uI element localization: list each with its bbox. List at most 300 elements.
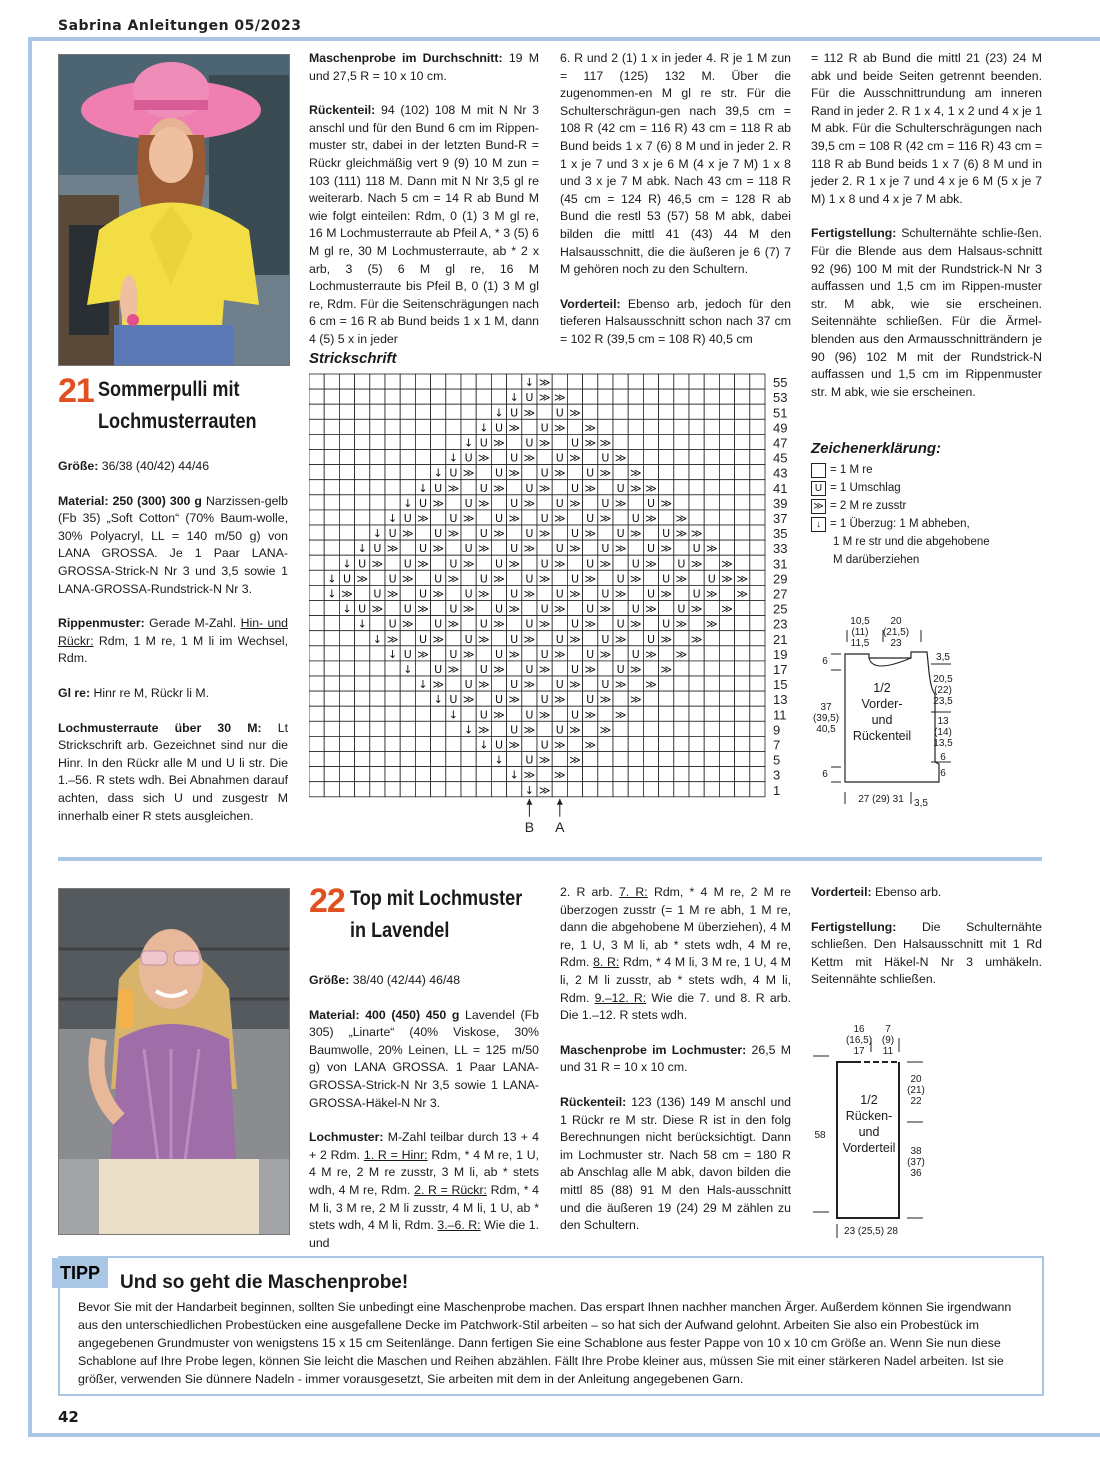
chart-symbol: ≫: [599, 466, 612, 480]
chart-symbol: ≫: [599, 557, 612, 571]
chart-cell: [370, 434, 385, 449]
chart-symbol: ≫: [690, 527, 703, 541]
chart-cell: [309, 661, 324, 676]
chart-cell: [674, 389, 689, 404]
chart-symbol: U: [555, 587, 564, 601]
chart-cell: [659, 419, 674, 434]
chart-cell: [461, 404, 476, 419]
chart-cell: [537, 585, 552, 600]
chart-cell: [355, 661, 370, 676]
chart-cell: [461, 782, 476, 797]
chart-cell: [339, 661, 354, 676]
chart-symbol: U: [464, 496, 473, 510]
chart-cell: [339, 480, 354, 495]
chart-cell: [415, 389, 430, 404]
chart-symbol: U: [358, 557, 367, 571]
p22-col3-u3: 9.–12. R:: [594, 990, 647, 1005]
chart-symbol: U: [449, 512, 458, 525]
chart-symbol: U: [510, 632, 519, 646]
chart-cell: [461, 525, 476, 540]
chart-cell: [613, 646, 628, 661]
chart-cell: [583, 585, 598, 600]
chart-cell: [704, 374, 719, 389]
chart-cell: [750, 736, 765, 751]
chart-symbol: U: [449, 602, 458, 616]
chart-cell: [446, 495, 461, 510]
fertig-label: Fertigstellung:: [811, 226, 897, 241]
chart-cell: [385, 706, 400, 721]
chart-cell: [750, 661, 765, 676]
chart-cell: [522, 465, 537, 480]
chart-symbol: U: [631, 557, 640, 571]
chart-symbol: ≫: [447, 527, 460, 541]
vorder-text: Ebenso arb, jedoch für den tieferen Halsausschnitt schon nach 37 cm = 102 R (39,5 cm = 108 R) 40,5 cm: [560, 296, 791, 346]
chart-cell: [461, 752, 476, 767]
ruecken-text: 94 (102) 108 M mit N Nr 3 anschl und für den Bund 6 cm im Rippen-muster str, dabei in der letzten Bund-R = Rückr gleichmäßig vert 9 (9) 10 M zun = 103 (111) 118 M. Dann mit N Nr 3,5 gl re weiterarb. Nach 5 cm = 14 R ab Bund M wie folgt einteilen: Rdm, 0 (1) 3 M gl re, 16 M Lochmusterraute ab Pfeil A, * 3 (5) 6 M gl re, 30 M Lochmusterraute, ab * 2 x arb, 3 (5) 6 M gl re, 16 M Lochmusterraute bis Pfeil B, 0 (1) 3 M gl re, Rdm. Für die Seitenschrägungen nach 6 cm = 16 R ab Bund beids 1 x 1 M, dann 4 (5) 5 x in jeder: [309, 103, 539, 346]
chart-symbol: ≫: [614, 632, 627, 646]
chart-cell: [507, 570, 522, 585]
chart-cell: [567, 767, 582, 782]
lochraute-label: Lochmusterraute über 30 M:: [58, 720, 262, 735]
chart-symbol: ≫: [645, 678, 657, 692]
chart-symbol: U: [646, 496, 656, 510]
p22-col3-u2: 8. R:: [593, 955, 620, 970]
chart-cell: [598, 525, 613, 540]
chart-cell: [643, 706, 658, 721]
chart-symbol: U: [677, 602, 686, 616]
chart-symbol: ≫: [614, 678, 627, 692]
chart-cell: [750, 495, 765, 510]
chart-cell: [385, 661, 400, 676]
chart-cell: [750, 646, 765, 661]
chart-symbol: ≫: [690, 557, 703, 571]
chart-symbol: U: [525, 708, 534, 722]
chart-cell: [309, 706, 324, 721]
chart-symbol: U: [631, 512, 640, 525]
chart-symbol: ↓: [463, 436, 474, 450]
chart-cell: [613, 465, 628, 480]
chart-row-label: 15: [773, 677, 788, 693]
chart-cell: [598, 480, 613, 495]
chart-cell: [735, 510, 750, 525]
chart-cell: [507, 525, 522, 540]
chart-cell: [339, 389, 354, 404]
chart-cell: [598, 374, 613, 389]
chart-symbol: ≫: [630, 481, 642, 495]
pattern22-col3: [560, 884, 791, 1252]
chart-symbol: ≫: [614, 496, 627, 510]
chart-cell: [674, 721, 689, 736]
chart-symbol: U: [525, 527, 534, 541]
chart-cell: [385, 374, 400, 389]
chart-symbol: ≫: [554, 602, 566, 616]
chart-symbol: ≫: [523, 542, 536, 556]
chart-symbol: U: [510, 723, 519, 737]
chart-symbol: ≫: [645, 481, 657, 495]
chart-cell: [689, 404, 704, 419]
chart-symbol: U: [570, 708, 580, 722]
chart-cell: [355, 510, 370, 525]
chart-cell: [415, 752, 430, 767]
chart-row-label: 23: [773, 616, 788, 632]
chart-cell: [400, 676, 415, 691]
dim-right4: 6: [940, 752, 946, 763]
chart-cell: [704, 419, 719, 434]
schema22-label-c: und: [858, 1125, 880, 1139]
chart-cell: [339, 495, 354, 510]
chart-row-label: 9: [773, 722, 781, 738]
knitting-chart: [309, 373, 799, 833]
chart-cell: [689, 419, 704, 434]
chart-cell: [522, 736, 537, 751]
chart-cell: [309, 419, 324, 434]
chart-cell: [659, 752, 674, 767]
chart-symbol: U: [403, 602, 412, 616]
chart-cell: [735, 450, 750, 465]
chart-cell: [613, 601, 628, 616]
chart-cell: [598, 419, 613, 434]
chart-cell: [370, 450, 385, 465]
dim-right2b: (22): [934, 685, 952, 696]
chart-cell: [735, 480, 750, 495]
chart-symbol: ↓: [403, 663, 413, 676]
chart-symbol: ≫: [417, 647, 429, 661]
tipp-text: Bevor Sie mit der Handarbeit beginnen, sollten Sie unbedingt eine Maschenprobe machen. Das erspart Ihnen nachher manchen Ärger. Außerdem können Sie irgendwann aus den unterschiedlichen Probestücken eine ausgefallene Decke im Patchwork-Stil arbeiten – so hat sich der Aufwand gelohnt. Arbeiten Sie also ein Probestück im angegebenen Grundmuster von wenigstens 15 x 15 cm Seitenlänge. Dann fertigen Sie eine Schablone aus fester Pappe von 10 x 10 cm Größe an. Wenn Sie nun diese Schablone auf Ihre Probe legen, können Sie leicht die Maschen und Reihen abzählen. Fällt Ihre Probe kleiner aus, müssen Sie mit einer stärkeren Nadel arbeiten. Ist sie größer, verwenden Sie dünnere Nadeln - immer vorausgesetzt, Sie arbeiten mit dem in der Anleitung angegebenen Garn.: [78, 1300, 1012, 1386]
p22-dim-top2: [877, 1024, 899, 1057]
chart-symbol: ≫: [584, 436, 596, 450]
chart-symbol: U: [616, 527, 625, 541]
chart-symbol: U: [616, 572, 625, 586]
chart-symbol: ≫: [721, 572, 733, 586]
dim-left-mid-b: (39,5): [812, 713, 840, 724]
chart-symbol: ≫: [630, 693, 642, 707]
chart-symbol: ↓: [372, 527, 383, 541]
chart-symbol: U: [540, 647, 549, 661]
chart-symbol: ↓: [494, 753, 504, 767]
chart-cell: [339, 752, 354, 767]
chart-cell: [324, 480, 339, 495]
chart-symbol: ≫: [584, 421, 596, 435]
chart-cell: [750, 767, 765, 782]
chart-cell: [400, 721, 415, 736]
dim-top2b: (21,5): [882, 627, 910, 638]
chart-cell: [659, 646, 674, 661]
chart-cell: [522, 419, 537, 434]
chart-cell: [324, 540, 339, 555]
chart-row-label: 27: [773, 586, 788, 602]
rippen-text-u: Hin- und Rückr:: [58, 616, 289, 648]
chart-cell: [446, 676, 461, 691]
chart-cell: [719, 706, 734, 721]
arrow-a-label: A: [555, 818, 565, 833]
chart-cell: [583, 389, 598, 404]
chart-cell: [461, 389, 476, 404]
chart-row-label: 51: [773, 405, 788, 421]
chart-cell: [537, 767, 552, 782]
tipp-badge: TIPP: [52, 1258, 108, 1288]
top-rule: [28, 37, 1100, 41]
chart-symbol: ≫: [554, 421, 566, 435]
chart-symbol: U: [555, 632, 564, 646]
chart-symbol: ≫: [660, 663, 672, 676]
chart-row-label: 53: [773, 390, 788, 406]
groesse-label: Größe:: [58, 459, 99, 473]
chart-cell: [704, 691, 719, 706]
chart-cell: [309, 646, 324, 661]
chart-symbol: U: [418, 542, 428, 556]
chart-cell: [674, 676, 689, 691]
p22-fertig: Die Schulternähte schließen. Den Halsausschnitt mit 1 Rd Kettm mit Häkel-N Nr 3 umhäkeln. Seitennähte schließen.: [811, 919, 1042, 987]
chart-symbol: ↓: [524, 783, 535, 797]
chart-symbol: ≫: [569, 753, 581, 767]
chart-cell: [446, 540, 461, 555]
legend-cont1: 1 M re str und die abgehobene: [833, 536, 990, 548]
dim-right2c: 23,5: [933, 696, 953, 707]
chart-cell: [704, 510, 719, 525]
chart-symbol: ≫: [569, 542, 581, 556]
chart-symbol: ≫: [508, 512, 520, 525]
chart-symbol: ≫: [538, 783, 551, 797]
chart-cell: [674, 706, 689, 721]
chart-row-label: 11: [773, 707, 787, 723]
chart-cell: [750, 782, 765, 797]
chart-symbol: ≫: [493, 436, 505, 450]
chart-symbol: ↓: [357, 542, 367, 556]
chart-cell: [491, 721, 506, 736]
p22-dim-right2-c: 36: [910, 1168, 922, 1179]
chart-symbol: U: [555, 678, 564, 692]
chart-symbol: U: [555, 723, 564, 737]
chart-symbol: U: [525, 391, 534, 405]
chart-symbol: U: [646, 587, 656, 601]
chart-cell: [750, 510, 765, 525]
chart-symbol: U: [525, 753, 534, 767]
chart-symbol: ≫: [630, 617, 642, 631]
chart-symbol: ≫: [478, 542, 490, 556]
chart-symbol: U: [692, 587, 701, 601]
chart-cell: [643, 374, 658, 389]
chart-cell: [613, 782, 628, 797]
pattern-title-21-line1: Sommerpulli mit: [98, 378, 240, 401]
chart-symbol: ↓: [448, 708, 459, 722]
chart-cell: [339, 540, 354, 555]
p22-dim-right2-b: (37): [907, 1157, 925, 1168]
chart-symbol: ≫: [599, 512, 612, 525]
chart-cell: [355, 585, 370, 600]
chart-symbol: ≫: [584, 663, 596, 676]
chart-symbol: U: [707, 572, 716, 586]
pattern-title-21-line2: Lochmusterrauten: [98, 410, 257, 433]
chart-symbol: ≫: [538, 436, 551, 450]
chart-cell: [324, 525, 339, 540]
chart-cell: [446, 782, 461, 797]
dim-left-mid-c: 40,5: [816, 724, 836, 735]
chart-symbol: U: [662, 572, 671, 586]
chart-symbol: U: [586, 557, 595, 571]
chart-cell: [552, 570, 567, 585]
chart-cell: [537, 540, 552, 555]
chart-cell: [385, 736, 400, 751]
chart-cell: [719, 404, 734, 419]
chart-cell: [400, 767, 415, 782]
chart-symbol: ≫: [554, 693, 566, 707]
chart-cell: [719, 676, 734, 691]
chart-symbol: ≫: [569, 678, 581, 692]
schema22-label-a: 1/2: [860, 1093, 878, 1107]
chart-symbol: U: [601, 542, 610, 556]
chart-cell: [750, 601, 765, 616]
chart-cell: [719, 419, 734, 434]
chart-cell: [583, 782, 598, 797]
chart-cell: [719, 389, 734, 404]
chart-cell: [431, 419, 446, 434]
chart-cell: [628, 736, 643, 751]
chart-cell: [385, 782, 400, 797]
chart-cell: [385, 389, 400, 404]
chart-cell: [643, 450, 658, 465]
chart-cell: [491, 389, 506, 404]
chart-cell: [476, 465, 491, 480]
p22-loch-label: Lochmuster:: [309, 1130, 384, 1145]
schematic-22: [811, 1020, 941, 1240]
chart-cell: [689, 752, 704, 767]
dim-left-mid: [811, 702, 841, 735]
chart-symbol: ≫: [508, 602, 520, 616]
chart-cell: [446, 585, 461, 600]
chart-symbol: U: [494, 602, 504, 616]
chart-cell: [339, 646, 354, 661]
chart-symbol: U: [494, 647, 504, 661]
chart-symbol: ↓: [433, 466, 443, 480]
chart-symbol: U: [479, 481, 488, 495]
chart-cell: [735, 540, 750, 555]
chart-row-label: 47: [773, 435, 788, 451]
p22-dim-top1: [843, 1024, 875, 1057]
chart-symbol: ≫: [660, 632, 672, 646]
chart-cell: [628, 631, 643, 646]
chart-cell: [613, 767, 628, 782]
chart-cell: [674, 465, 689, 480]
chart-cell: [735, 601, 750, 616]
chart-cell: [643, 736, 658, 751]
chart-cell: [491, 374, 506, 389]
chart-cell: [659, 736, 674, 751]
chart-cell: [689, 616, 704, 631]
vorder-label: Vorderteil:: [560, 296, 621, 311]
chart-symbol: ≫: [493, 572, 505, 586]
maschenprobe-text: 19 M und 27,5 R = 10 x 10 cm.: [309, 51, 539, 83]
chart-cell: [704, 721, 719, 736]
chart-cell: [719, 585, 734, 600]
chart-symbol: U: [434, 481, 443, 495]
legend-text-umschlag: = 1 Umschlag: [830, 482, 901, 494]
p22-dim-top2b: (9): [881, 1035, 895, 1046]
p22-dim-right: [903, 1074, 929, 1107]
chart-cell: [309, 676, 324, 691]
chart-cell: [643, 404, 658, 419]
chart-cell: [415, 661, 430, 676]
chart-cell: [385, 419, 400, 434]
chart-cell: [735, 616, 750, 631]
legend-symbol-zusstr: ≫: [811, 499, 826, 514]
chart-symbol: U: [434, 572, 443, 586]
chart-cell: [491, 631, 506, 646]
chart-cell: [491, 495, 506, 510]
chart-cell: [507, 706, 522, 721]
chart-symbol: U: [525, 572, 534, 586]
chart-row-label: 43: [773, 465, 788, 481]
chart-symbol: ≫: [630, 466, 642, 480]
chart-cell: [339, 782, 354, 797]
chart-cell: [446, 631, 461, 646]
chart-symbol: ↓: [494, 406, 504, 420]
chart-symbol: ≫: [599, 723, 612, 737]
chart-cell: [309, 721, 324, 736]
chart-symbol: U: [586, 512, 595, 525]
chart-cell: [355, 646, 370, 661]
chart-cell: [674, 782, 689, 797]
schematic-21: [811, 612, 961, 812]
chart-cell: [643, 419, 658, 434]
chart-cell: [750, 631, 765, 646]
chart-cell: [415, 721, 430, 736]
chart-symbol: U: [494, 466, 504, 480]
dim-right5: 6: [940, 768, 946, 779]
chart-cell: [750, 419, 765, 434]
chart-cell: [567, 601, 582, 616]
chart-cell: [522, 601, 537, 616]
chart-cell: [339, 450, 354, 465]
legend-heading: Zeichenerklärung:: [811, 440, 942, 457]
legend: [811, 461, 1041, 569]
chart-symbol: ≫: [569, 496, 581, 510]
chart-cell: [309, 752, 324, 767]
p22-vorder: Ebenso arb.: [875, 885, 942, 899]
chart-cell: [431, 736, 446, 751]
chart-symbol: U: [646, 542, 656, 556]
chart-symbol: ≫: [523, 768, 536, 782]
chart-cell: [750, 616, 765, 631]
chart-cell: [309, 782, 324, 797]
chart-symbol: ≫: [736, 572, 748, 586]
chart-cell: [598, 404, 613, 419]
chart-symbol: ≫: [478, 678, 490, 692]
chart-symbol: ≫: [614, 708, 627, 722]
chart-symbol: U: [418, 587, 428, 601]
chart-cell: [659, 480, 674, 495]
chart-cell: [750, 691, 765, 706]
chart-cell: [522, 691, 537, 706]
chart-symbol: ≫: [371, 557, 384, 571]
chart-symbol: U: [586, 647, 595, 661]
chart-cell: [370, 404, 385, 419]
chart-symbol: ≫: [462, 557, 475, 571]
chart-row-label: 45: [773, 450, 788, 466]
schema21-label-b: Vorder-: [861, 697, 903, 711]
p22-loch-b: Rdm, * 4 M re, 1 U, 4 M re, 2 M re zusstr, 3 M li, ab * stets wdh, 4 M re, Rdm.: [309, 1147, 540, 1197]
chart-symbol: ≫: [402, 617, 414, 631]
dim-left-mid-a: 37: [820, 702, 832, 713]
chart-cell: [613, 374, 628, 389]
pattern-number-22: 22: [309, 882, 345, 920]
glre-text: Hinr re M, Rückr li M.: [93, 685, 210, 700]
chart-cell: [704, 465, 719, 480]
chart-cell: [598, 767, 613, 782]
chart-cell: [735, 752, 750, 767]
groesse-value: 36/38 (40/42) 44/46: [101, 459, 210, 473]
chart-cell: [719, 495, 734, 510]
chart-cell: [400, 450, 415, 465]
